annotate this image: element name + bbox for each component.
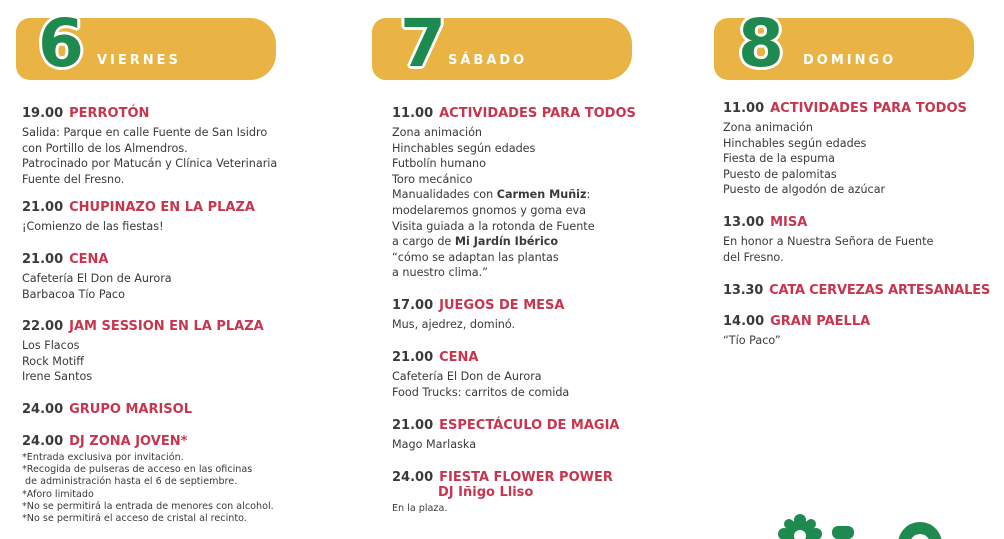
event-cena-sabado bbox=[392, 350, 569, 400]
event-gran-paella bbox=[723, 314, 870, 349]
event-time: 11.00 bbox=[723, 101, 765, 116]
event-jam-session bbox=[22, 319, 264, 385]
event-time: 21.00 bbox=[392, 350, 434, 365]
event-note: *Entrada exclusiva por invitación. bbox=[22, 452, 184, 463]
day-number: 7 bbox=[400, 5, 446, 82]
event-time: 11.00 bbox=[392, 106, 434, 121]
day-column-7 bbox=[372, 0, 692, 514]
event-line: En honor a Nuestra Señora de Fuente bbox=[723, 235, 934, 248]
event-line: ¡Comienzo de las fiestas! bbox=[22, 220, 164, 233]
event-flower-power bbox=[392, 470, 613, 515]
event-line: Manualidades con Carmen Muñiz: bbox=[392, 188, 591, 202]
day-header-6 bbox=[16, 0, 336, 100]
event-title: GRUPO MARISOL bbox=[69, 402, 193, 417]
event-title: JUEGOS DE MESA bbox=[439, 298, 565, 313]
event-line: Barbacoa Tío Paco bbox=[22, 287, 125, 301]
event-title: ESPECTÁCULO DE MAGIA bbox=[439, 418, 620, 433]
event-time: 13.30 bbox=[723, 283, 764, 298]
event-title: JAM SESSION EN LA PLAZA bbox=[69, 319, 264, 334]
event-line: Food Trucks: carritos de comida bbox=[392, 385, 570, 399]
event-misa bbox=[723, 215, 933, 265]
event-line: “cómo se adaptan las plantas bbox=[392, 250, 559, 264]
event-time: 21.00 bbox=[22, 200, 64, 215]
event-cata-cervezas bbox=[723, 283, 990, 298]
event-line: Fiesta de la espuma bbox=[723, 152, 835, 166]
event-line: “Tío Paco” bbox=[723, 334, 781, 347]
event-title: CENA bbox=[69, 252, 109, 267]
event-juegos-de-mesa bbox=[392, 298, 564, 333]
event-line: modelaremos gnomos y goma eva bbox=[392, 203, 587, 217]
event-cena bbox=[22, 252, 172, 302]
day-number: 8 bbox=[738, 5, 784, 82]
event-dj-zona-joven bbox=[22, 434, 274, 525]
event-subtitle: DJ Iñigo Lliso bbox=[438, 485, 534, 500]
event-time: 24.00 bbox=[22, 434, 64, 449]
event-line: Hinchables según edades bbox=[723, 136, 867, 150]
event-note: *Aforo limitado bbox=[22, 488, 94, 500]
event-title: CENA bbox=[439, 350, 479, 365]
event-note: En la plaza. bbox=[392, 503, 448, 514]
event-line: Rock Motiff bbox=[22, 354, 85, 368]
event-line: con Portillo de los Almendros. bbox=[22, 141, 188, 155]
event-line: Futbolín humano bbox=[392, 157, 486, 171]
event-title: GRAN PAELLA bbox=[770, 314, 871, 329]
event-line: a nuestro clima.” bbox=[392, 266, 488, 280]
event-grupo-marisol bbox=[22, 402, 192, 417]
event-time: 19.00 bbox=[22, 106, 64, 121]
event-line: Toro mecánico bbox=[392, 172, 473, 186]
event-line: Cafetería El Don de Aurora bbox=[22, 272, 172, 285]
event-line: Puesto de algodón de azúcar bbox=[723, 183, 886, 197]
event-chupinazo bbox=[22, 200, 255, 235]
event-time: 22.00 bbox=[22, 319, 64, 334]
event-line: Irene Santos bbox=[22, 370, 93, 384]
event-line: Los Flacos bbox=[22, 339, 80, 352]
event-note: *Recogida de pulseras de acceso en las oficinas bbox=[22, 464, 253, 476]
event-line: Cafetería El Don de Aurora bbox=[392, 370, 542, 383]
day-column-8 bbox=[714, 0, 1004, 347]
event-line: Puesto de palomitas bbox=[723, 167, 837, 181]
day-name: DOMINGO bbox=[803, 53, 897, 68]
event-actividades-sabado bbox=[392, 106, 636, 281]
event-title: PERROTÓN bbox=[69, 106, 150, 121]
event-time: 13.00 bbox=[723, 215, 765, 230]
day-column-6 bbox=[16, 0, 336, 525]
event-line: Hinchables según edades bbox=[392, 141, 536, 155]
day-name: SÁBADO bbox=[448, 53, 528, 68]
day-header-7 bbox=[372, 0, 692, 100]
event-line: Mago Marlaska bbox=[392, 438, 477, 451]
event-title: FIESTA FLOWER POWER bbox=[439, 470, 613, 485]
event-note: *No se permitirá el acceso de cristal al recinto. bbox=[22, 513, 247, 525]
event-note: *No se permitirá la entrada de menores con alcohol. bbox=[22, 500, 274, 512]
event-time: 24.00 bbox=[22, 402, 64, 417]
event-line: a cargo de Mi Jardín Ibérico bbox=[392, 235, 559, 249]
event-time: 21.00 bbox=[392, 418, 434, 433]
event-actividades-domingo bbox=[723, 101, 967, 198]
event-line: del Fresno. bbox=[723, 250, 784, 264]
day-number: 6 bbox=[38, 5, 84, 82]
day-header-8 bbox=[714, 0, 1004, 100]
event-line: Patrocinado por Matucán y Clínica Veterinaria bbox=[22, 157, 278, 171]
event-line: Salida: Parque en calle Fuente de San Isidro bbox=[22, 126, 268, 139]
event-title: CHUPINAZO EN LA PLAZA bbox=[69, 200, 255, 215]
flower-logo-icon bbox=[770, 514, 1004, 539]
day-name: VIERNES bbox=[97, 53, 181, 68]
event-title: CATA CERVEZAS ARTESANALES bbox=[769, 283, 991, 298]
event-title: ACTIVIDADES PARA TODOS bbox=[770, 101, 967, 116]
event-line: Visita guiada a la rotonda de Fuente bbox=[392, 219, 595, 233]
event-line: Mus, ajedrez, dominó. bbox=[392, 318, 516, 331]
event-time: 24.00 bbox=[392, 470, 434, 485]
event-magia bbox=[392, 418, 620, 453]
event-title: ACTIVIDADES PARA TODOS bbox=[439, 106, 636, 121]
event-note: de administración hasta el 6 de septiembre. bbox=[22, 476, 238, 488]
event-line: Fuente del Fresno. bbox=[22, 172, 125, 186]
event-time: 17.00 bbox=[392, 298, 434, 313]
event-time: 21.00 bbox=[22, 252, 64, 267]
event-time: 14.00 bbox=[723, 314, 765, 329]
event-title: MISA bbox=[770, 215, 808, 230]
event-title: DJ ZONA JOVEN* bbox=[69, 434, 188, 449]
event-line: Zona animación bbox=[392, 126, 483, 139]
event-perroton bbox=[22, 106, 277, 187]
event-line: Zona animación bbox=[723, 121, 814, 134]
